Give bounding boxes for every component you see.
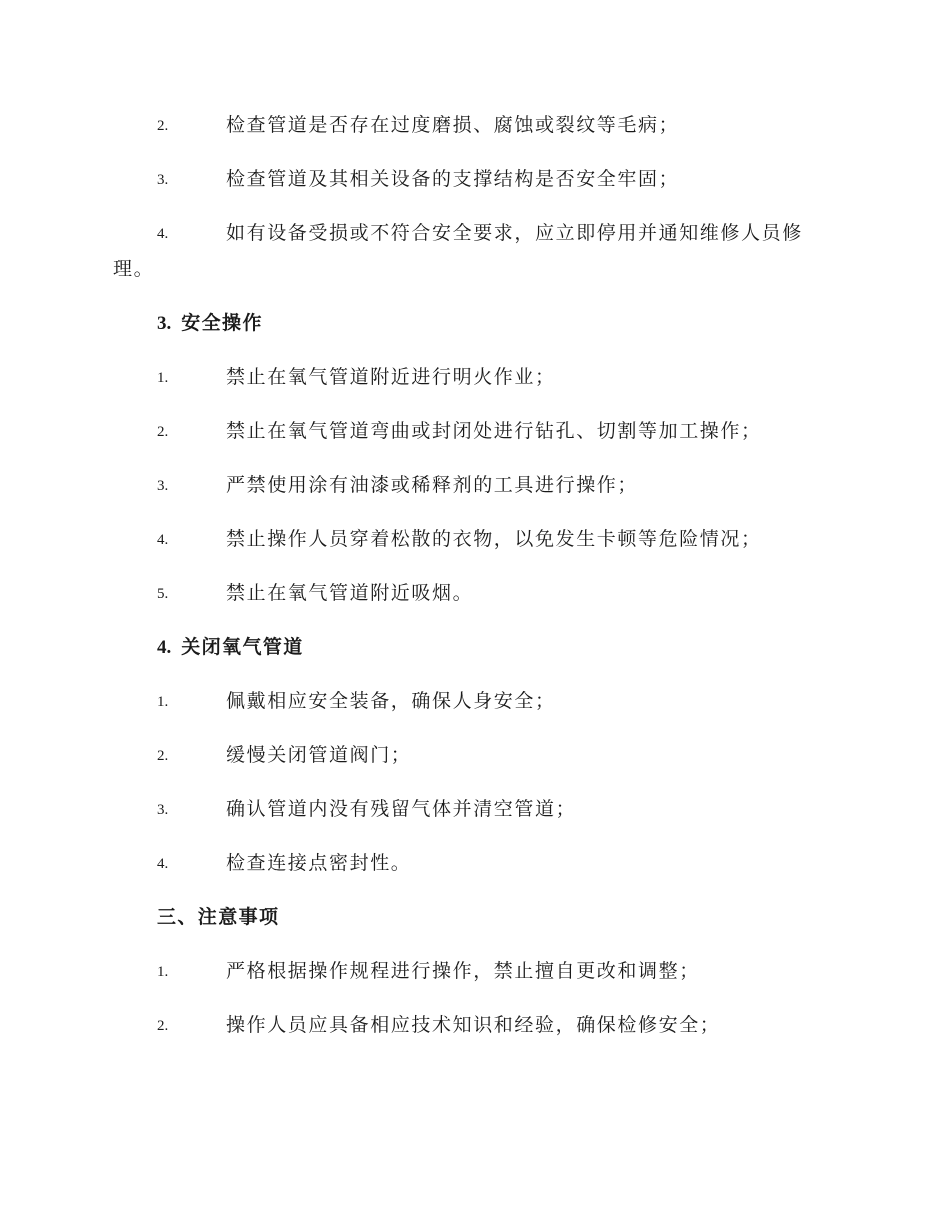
- section-heading: [0, 900, 950, 936]
- list-item: [0, 576, 950, 612]
- list-item-text: 操作人员应具备相应技术知识和经验，确保检修安全；: [226, 1014, 721, 1036]
- list-item-number: 1.: [157, 964, 169, 980]
- list-item: [0, 684, 950, 720]
- list-item-number: 2.: [157, 748, 169, 764]
- list-item: [0, 360, 950, 396]
- list-item: [0, 1008, 950, 1044]
- list-item-number: 2.: [157, 118, 169, 134]
- list-item-text: 佩戴相应安全装备，确保人身安全；: [226, 690, 556, 712]
- list-item-number: 1.: [157, 370, 169, 386]
- list-item-text: 禁止操作人员穿着松散的衣物，以免发生卡顿等危险情况；: [226, 528, 762, 550]
- list-item: [0, 414, 950, 450]
- list-item: [0, 216, 950, 252]
- list-item: [0, 954, 950, 990]
- list-item-text-continuation: 理。: [113, 258, 155, 280]
- list-item: [0, 846, 950, 882]
- list-item-text: 禁止在氧气管道附近吸烟。: [226, 582, 474, 604]
- section-heading: [0, 630, 950, 666]
- list-item-text: 严禁使用涂有油漆或稀释剂的工具进行操作；: [226, 474, 639, 496]
- list-item-number: 4.: [157, 226, 169, 242]
- list-item-number: 3.: [157, 478, 169, 494]
- list-item-number: 2.: [157, 1018, 169, 1034]
- list-item-number: 3.: [157, 802, 169, 818]
- list-item-number: 5.: [157, 586, 169, 602]
- list-item-number: 1.: [157, 694, 169, 710]
- list-item-continuation: [0, 252, 950, 288]
- list-item-text: 禁止在氧气管道附近进行明火作业；: [226, 366, 556, 388]
- section-heading-number: 3.: [157, 313, 172, 334]
- section-heading-number: 4.: [157, 637, 172, 658]
- list-item-text: 检查管道是否存在过度磨损、腐蚀或裂纹等毛病；: [226, 114, 680, 136]
- list-item-number: 4.: [157, 532, 169, 548]
- section-heading-title: 关闭氧气管道: [181, 636, 304, 658]
- list-item-text: 严格根据操作规程进行操作，禁止擅自更改和调整；: [226, 960, 700, 982]
- list-item-text: 检查管道及其相关设备的支撑结构是否安全牢固；: [226, 168, 680, 190]
- section-heading: [0, 306, 950, 342]
- list-item: [0, 108, 950, 144]
- list-item: [0, 522, 950, 558]
- list-item-text: 检查连接点密封性。: [226, 852, 412, 874]
- list-item-text: 缓慢关闭管道阀门；: [226, 744, 412, 766]
- section-heading-title: 安全操作: [181, 312, 263, 334]
- list-item-number: 2.: [157, 424, 169, 440]
- list-item-text: 确认管道内没有残留气体并清空管道；: [226, 798, 577, 820]
- section-heading-title: 三、注意事项: [157, 906, 280, 928]
- list-item-text: 如有设备受损或不符合安全要求，应立即停用并通知维修人员修: [226, 222, 803, 244]
- list-item: [0, 468, 950, 504]
- section-heading-text: [157, 634, 304, 661]
- list-item: [0, 792, 950, 828]
- list-item: [0, 738, 950, 774]
- list-item-text: 禁止在氧气管道弯曲或封闭处进行钻孔、切割等加工操作；: [226, 420, 762, 442]
- list-item: [0, 162, 950, 198]
- section-heading-text: [157, 310, 263, 337]
- list-item-number: 3.: [157, 172, 169, 188]
- list-item-number: 4.: [157, 856, 169, 872]
